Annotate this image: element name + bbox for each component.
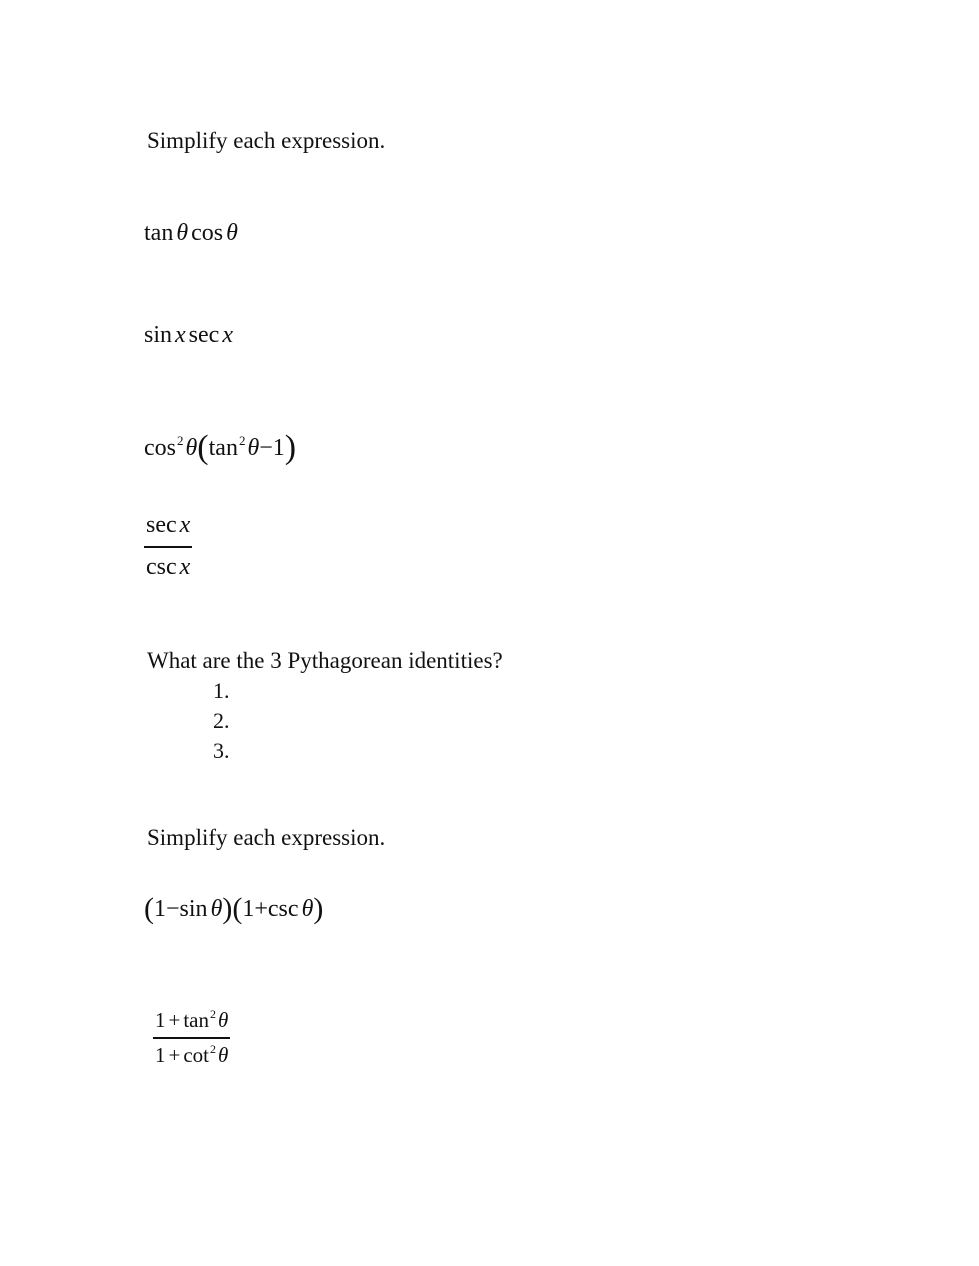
fn-sin: sin <box>179 896 208 922</box>
close-paren: ) <box>284 429 297 466</box>
var-x: x <box>222 322 233 348</box>
fn-cot: cot <box>183 1043 209 1067</box>
fraction-sec-over-csc <box>144 512 192 581</box>
var-theta: θ <box>301 896 314 922</box>
expression-cos2-tan2 <box>144 428 297 466</box>
fn-sin: sin <box>144 322 173 348</box>
fn-tan: tan <box>144 220 174 246</box>
var-x: x <box>175 322 186 348</box>
expression-tan-cos <box>144 220 238 247</box>
list-item-2: 2. <box>213 708 230 733</box>
list-item-3: 3. <box>213 738 230 763</box>
expression-product <box>144 892 323 923</box>
expression-sin-sec <box>144 322 233 349</box>
denominator <box>153 1043 230 1068</box>
plus-sign: + <box>168 1043 181 1067</box>
section-heading-simplify-2: Simplify each expression. <box>147 825 386 850</box>
section-heading-simplify-1: Simplify each expression. <box>147 128 386 153</box>
constant-one: 1 <box>155 1008 166 1032</box>
fn-cos: cos <box>191 220 224 246</box>
open-paren: ( <box>197 429 209 466</box>
var-theta: θ <box>176 220 189 246</box>
exponent: 2 <box>238 433 246 448</box>
constant-one: 1 <box>272 435 285 461</box>
fn-sec: sec <box>188 322 220 348</box>
var-x: x <box>179 554 191 580</box>
var-theta: θ <box>218 1008 229 1032</box>
constant-one: 1 <box>154 896 166 922</box>
minus-sign: − <box>166 896 180 922</box>
var-theta: θ <box>247 435 260 461</box>
plus-sign: + <box>254 896 268 922</box>
denominator <box>144 554 192 581</box>
list-item-1: 1. <box>213 678 230 703</box>
numerator <box>153 1008 230 1033</box>
close-paren: ) <box>222 892 233 925</box>
var-theta: θ <box>210 896 223 922</box>
open-paren: ( <box>144 892 154 925</box>
fn-csc: csc <box>267 896 299 922</box>
fn-csc: csc <box>146 554 177 580</box>
fn-sec: sec <box>146 512 177 538</box>
fraction-bar <box>144 546 192 548</box>
var-theta: θ <box>226 220 238 246</box>
fraction-bar <box>153 1037 230 1039</box>
fn-tan: tan <box>183 1008 209 1032</box>
close-paren: ) <box>313 892 324 925</box>
exponent: 2 <box>177 433 184 448</box>
open-paren: ( <box>232 892 243 925</box>
minus-sign: − <box>259 435 273 461</box>
var-theta: θ <box>218 1043 229 1067</box>
pythagorean-question: What are the 3 Pythagorean identities? <box>147 648 503 673</box>
plus-sign: + <box>168 1008 181 1032</box>
var-x: x <box>179 512 191 538</box>
fn-tan: tan <box>208 435 238 461</box>
var-theta: θ <box>185 435 198 461</box>
constant-one: 1 <box>155 1043 166 1067</box>
fraction-tan2-over-cot2 <box>153 1008 230 1068</box>
fn-cos: cos <box>144 435 176 461</box>
exponent: 2 <box>210 1007 216 1021</box>
constant-one: 1 <box>242 896 255 922</box>
exponent: 2 <box>210 1042 216 1056</box>
numerator <box>144 512 192 539</box>
